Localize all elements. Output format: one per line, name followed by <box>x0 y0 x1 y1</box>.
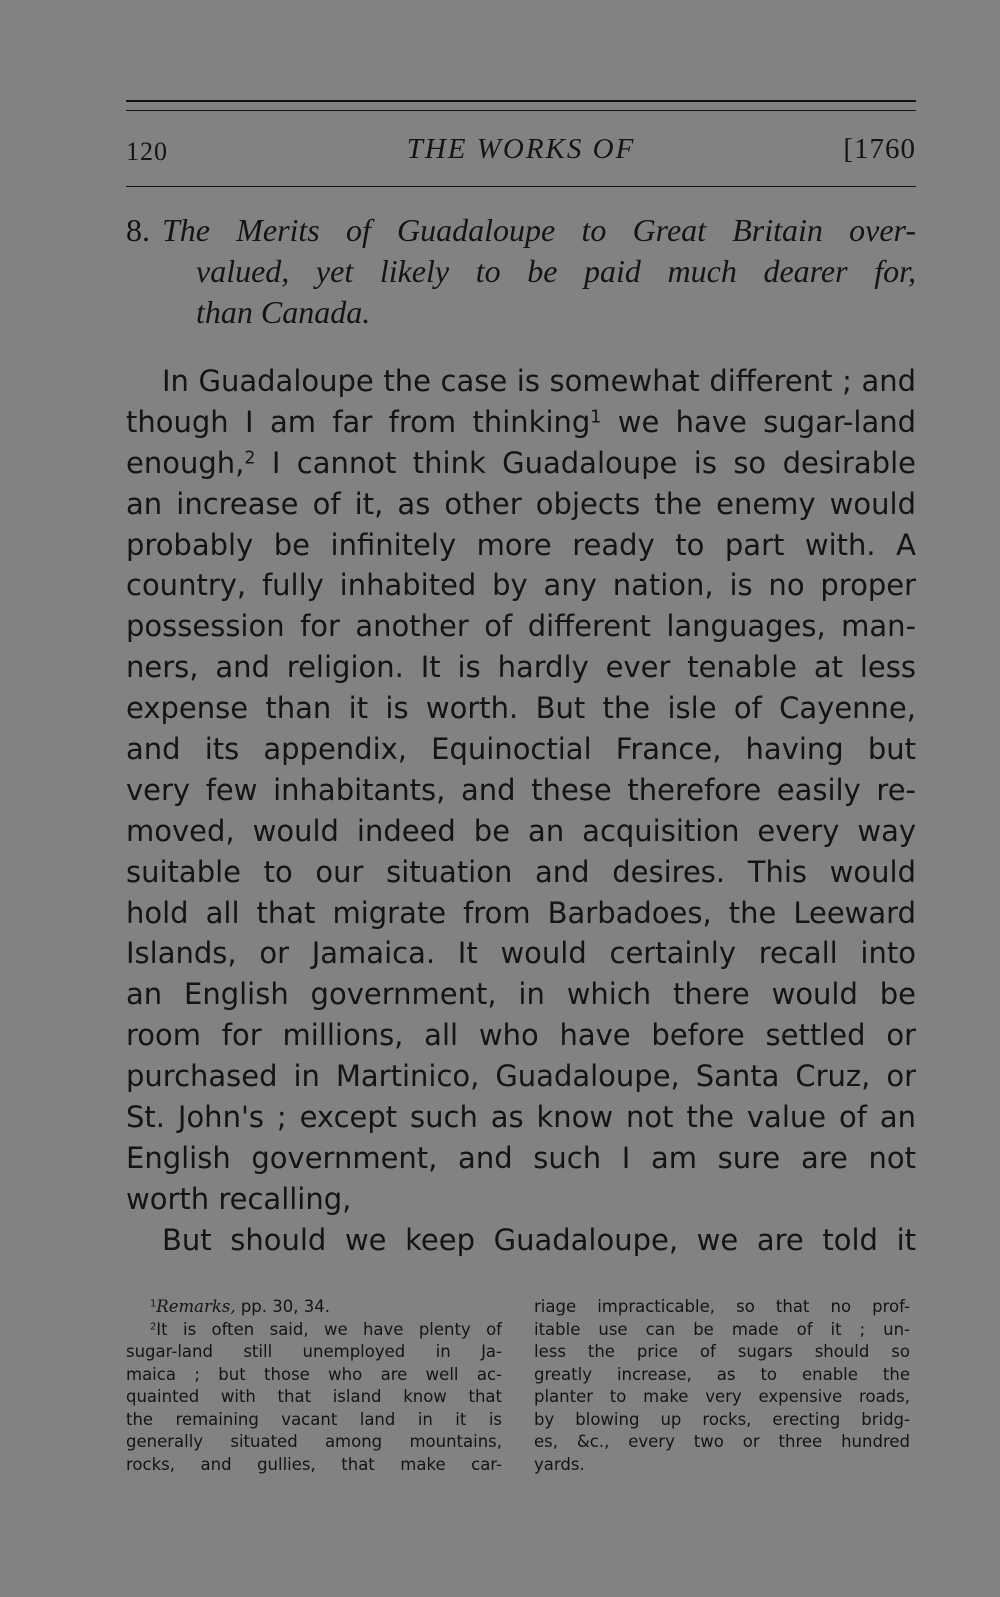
body-line: But should we keep Guadaloupe, we are told it <box>162 1222 916 1257</box>
body-line: In Guadaloupe the case is somewhat different ; and <box>162 364 916 398</box>
page-number: 120 <box>126 137 168 166</box>
body-line: room for millions, all who have before settled or <box>126 1018 916 1053</box>
body-line: Islands, or Jamaica. It would certainly recall into <box>126 936 916 971</box>
body-line: hold all that migrate from Barbadoes, the Leeward <box>126 895 916 930</box>
footnote-ref-1: 1 <box>590 407 602 428</box>
body-line: enough,$^2$ I cannot think Guadaloupe is so desirable <box>126 445 916 480</box>
body-line: an English government, in which there would be <box>126 977 916 1012</box>
body-line: moved, would indeed be an acquisition every way <box>126 813 916 848</box>
header-bottom-rule <box>126 186 916 187</box>
section-title-line: valued, yet likely to be paid much dearer for, <box>196 253 916 289</box>
body-line: probably be infinitely more ready to part with. A <box>126 527 916 562</box>
footnote-2-line: $^2$It is often said, we have plenty of <box>150 1319 502 1339</box>
footnote-2-line: rocks, and gullies, that make car- <box>126 1454 502 1474</box>
body-line: very few inhabitants, and these therefore easily re- <box>126 772 916 807</box>
body-line: purchased in Martinico, Guadaloupe, Santa Cruz, or <box>126 1059 916 1094</box>
body-line: country, fully inhabited by any nation, is no proper <box>126 568 916 603</box>
section-heading <box>126 210 916 333</box>
footnote-column-right <box>534 1296 910 1476</box>
body-line: ners, and religion. It is hardly ever tenable at less <box>126 650 916 685</box>
footnote-2-line: yards. <box>534 1454 585 1474</box>
footnote-1: $^1$Remarks, pp. 30, 34. <box>150 1297 330 1316</box>
running-header <box>126 133 916 173</box>
footnote-2-line: sugar-land still unemployed in Ja- <box>126 1342 502 1361</box>
body-line: suitable to our situation and desires. This would <box>126 854 916 889</box>
footnote-2-line: planter to make very expensive roads, <box>534 1387 910 1406</box>
body-line: and its appendix, Equinoctial France, having but <box>126 732 916 767</box>
section-title-line: than Canada. <box>196 294 371 330</box>
footnote-2-line: generally situated among mountains, <box>126 1432 502 1451</box>
footnote-2-line: greatly increase, as to enable the <box>534 1364 910 1384</box>
footnote-2-line: quainted with that island know that <box>126 1387 502 1406</box>
top-rule-thick <box>126 100 916 102</box>
footnote-2-line: maica ; but those who are well ac- <box>126 1364 502 1384</box>
section-number: 8. <box>126 212 150 248</box>
footnote-2-line: itable use can be made of it ; un- <box>534 1319 910 1339</box>
footnote-column-left <box>126 1296 502 1476</box>
header-year: [1760 <box>843 133 916 165</box>
footnote-2-line: riage impracticable, so that no prof- <box>534 1297 910 1316</box>
body-line: though I am far from thinking$^1$ we have sugar-land <box>126 404 917 439</box>
footnote-2-line: by blowing up rocks, erecting bridg- <box>534 1409 910 1429</box>
footnote-ref-2: 2 <box>244 448 256 469</box>
section-title-line: The Merits of Guadaloupe to Great Britain over- <box>162 212 916 248</box>
body-text <box>126 361 916 1261</box>
top-rule-thin <box>126 110 916 111</box>
body-line: an increase of it, as other objects the enemy would <box>126 486 916 521</box>
running-title: THE WORKS OF <box>406 133 636 165</box>
body-line: expense than it is worth. But the isle of Cayenne, <box>126 691 916 726</box>
body-line: St. John's ; except such as know not the value of an <box>126 1100 916 1135</box>
footnote-2-line: es, &c., every two or three hundred <box>534 1432 910 1451</box>
footnote-2-line: the remaining vacant land in it is <box>126 1409 502 1429</box>
footnote-2-line: less the price of sugars should so <box>534 1342 910 1361</box>
body-line: possession for another of different languages, man- <box>126 609 916 644</box>
body-line: English government, and such I am sure are not <box>126 1140 916 1175</box>
body-line: worth recalling, <box>126 1181 352 1216</box>
